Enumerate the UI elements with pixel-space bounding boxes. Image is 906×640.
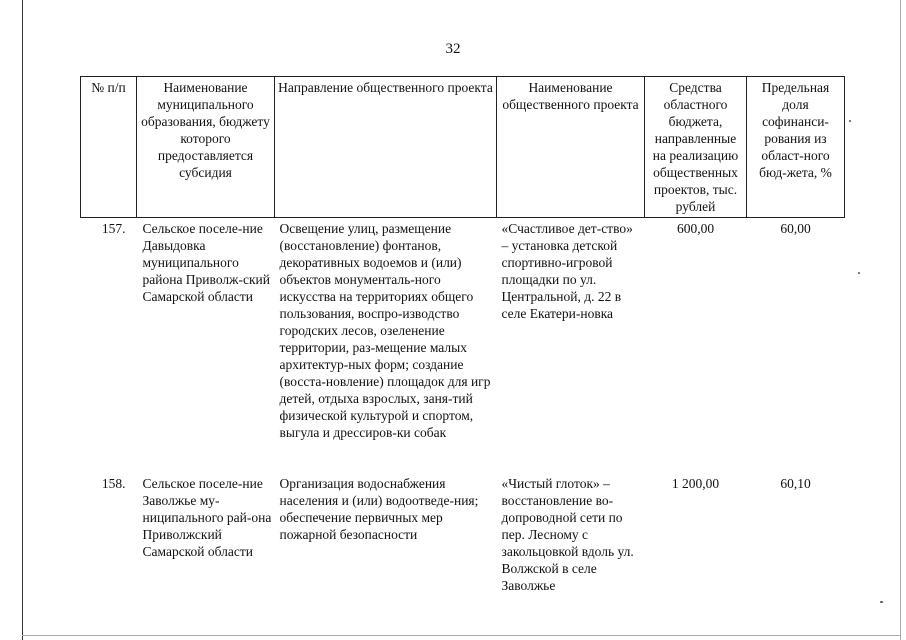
scan-speck (858, 272, 860, 274)
row-project: «Счастливое дет-ство» – установка детской спортивно-игровой площадки по ул. Центральной, д. 22 в селе Екатери-новка (501, 221, 633, 321)
row-direction: Организация водоснабжения населения и (или) водоотведе-ния; обеспечение первичных мер пожарной безопасности (279, 475, 479, 542)
scan-border-left (22, 0, 23, 640)
row-share: 60,10 (780, 475, 811, 491)
page-number: 32 (445, 41, 461, 57)
table-row (81, 473, 845, 594)
row-funds: 600,00 (676, 221, 715, 236)
row-municipality: Сельское поселе-ние Заволжье му-ниципального рай-она Приволжский Самарской области (142, 475, 272, 559)
row-num: 158. (101, 475, 126, 491)
header-municipality: Наименование муниципального образования, бюджету которого предоставляется субсидия (137, 77, 275, 218)
header-num: № п/п (81, 77, 137, 218)
row-num: 157. (101, 221, 126, 236)
header-direction: Направление общественного проекта (275, 77, 497, 218)
row-share: 60,00 (780, 221, 811, 236)
table-header-row (81, 77, 845, 218)
header-project: Наименование общественного проекта (497, 77, 645, 218)
table-row (81, 218, 845, 473)
row-project: «Чистый глоток» – восстановление во-допроводной сети по пер. Лесному с закольцовкой вдоль ул. Волжской в селе Заволжье (501, 475, 634, 593)
row-funds: 1 200,00 (671, 475, 720, 491)
header-funds: Средства областного бюджета, направленные на реализацию общественных проектов, тыс. рублей (645, 77, 747, 218)
scan-speck (880, 601, 883, 603)
scan-border-right (900, 0, 901, 640)
header-share: Предельная доля софинанси-рования из област-ного бюд-жета, % (747, 77, 845, 218)
subsidy-table (80, 76, 845, 594)
scan-speck (849, 120, 851, 122)
scan-border-bottom (22, 635, 900, 636)
row-direction: Освещение улиц, размещение (восстановление) фонтанов, декоративных водоемов и (или) объектов монументаль-ного искусства на территориях общего пользования, воспро-изводство городских лесов, озеленение территории, раз-мещение малых архитектур-ных форм; создание (восста-новление) площадок для игр детей, отдыха взрослых, заня-тий физической культурой и спортом, выгула и дрессиров-ки собак (279, 221, 491, 440)
row-municipality: Сельское поселе-ние Давыдовка муниципального района Приволж-ский Самарской области (142, 221, 270, 304)
